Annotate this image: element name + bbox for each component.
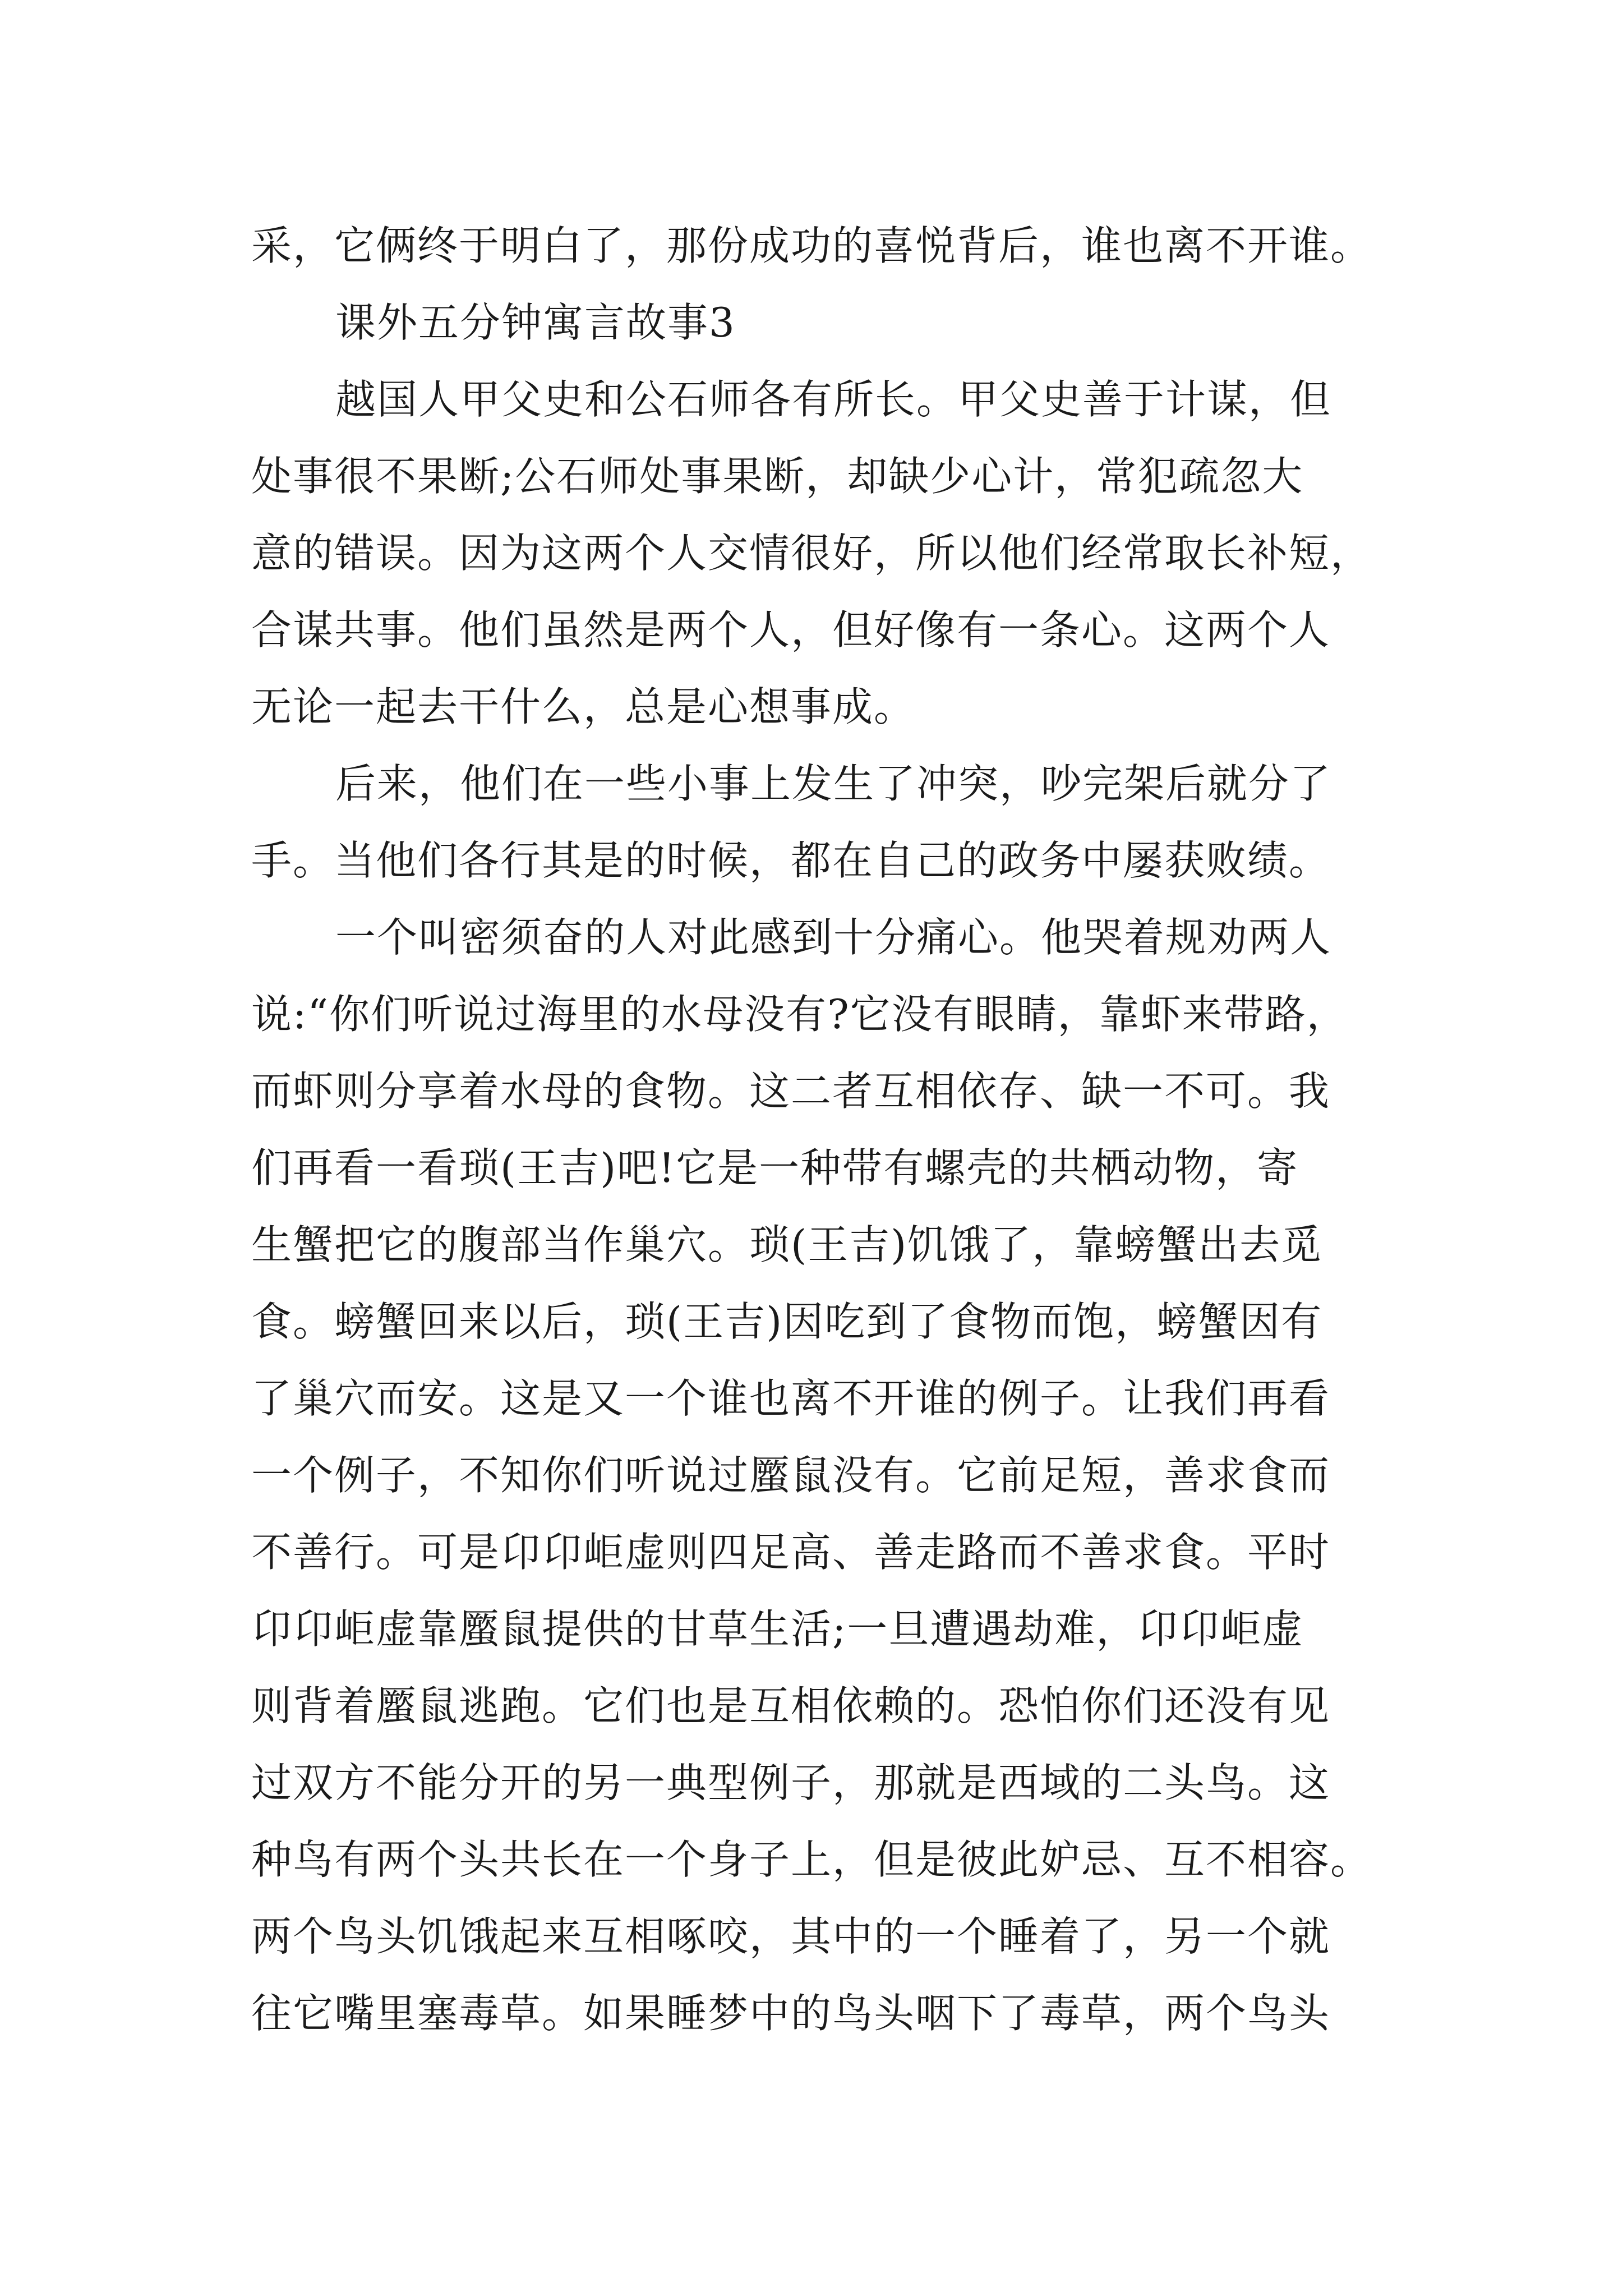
text-line: 采，它俩终于明白了，那份成功的喜悦背后，谁也离不开谁。 <box>251 222 1372 269</box>
text-line: 合谋共事。他们虽然是两个人，但好像有一条心。这两个人 <box>251 606 1331 654</box>
text-line: 而虾则分享着水母的食物。这二者互相依存、缺一不可。我 <box>251 1068 1331 1115</box>
document-body <box>251 208 1395 2052</box>
text-line: 种鸟有两个头共长在一个身子上，但是彼此妒忌、互不相容。 <box>251 1836 1372 1883</box>
text-line: 食。螃蟹回来以后，琐(王吉)因吃到了食物而饱，螃蟹因有 <box>251 1298 1323 1345</box>
text-line: 往它嘴里塞毒草。如果睡梦中的鸟头咽下了毒草，两个鸟头 <box>251 1990 1331 2037</box>
text-line: 卬卬岠虚靠蟨鼠提供的甘草生活;一旦遭遇劫难，卬卬岠虚 <box>251 1605 1304 1653</box>
paragraph-first-line: 后来，他们在一些小事上发生了冲突，吵完架后就分了 <box>335 760 1332 807</box>
text-line: 生蟹把它的腹部当作巢穴。琐(王吉)饥饿了，靠螃蟹出去觅 <box>251 1221 1323 1268</box>
text-line: 说:“你们听说过海里的水母没有?它没有眼睛，靠虾来带路， <box>251 991 1348 1038</box>
text-line: 过双方不能分开的另一典型例子，那就是西域的二头鸟。这 <box>251 1759 1331 1806</box>
text-line: 了巢穴而安。这是又一个谁也离不开谁的例子。让我们再看 <box>251 1375 1331 1422</box>
text-line: 两个鸟头饥饿起来互相啄咬，其中的一个睡着了，另一个就 <box>251 1913 1331 1960</box>
text-line: 不善行。可是卬卬岠虚则四足高、善走路而不善求食。平时 <box>251 1529 1331 1576</box>
paragraph-first-line: 越国人甲父史和公石师各有所长。甲父史善于计谋，但 <box>335 376 1332 423</box>
text-line: 则背着蟨鼠逃跑。它们也是互相依赖的。恐怕你们还没有见 <box>251 1682 1331 1729</box>
text-line: 处事很不果断;公石师处事果断，却缺少心计，常犯疏忽大 <box>251 453 1304 500</box>
section-heading: 课外五分钟寓言故事3 <box>335 299 736 346</box>
text-line: 们再看一看琐(王吉)吧!它是一种带有螺壳的共栖动物，寄 <box>251 1144 1299 1191</box>
text-line: 手。当他们各行其是的时候，都在自己的政务中屡获败绩。 <box>251 837 1331 884</box>
text-line: 意的错误。因为这两个人交情很好，所以他们经常取长补短， <box>251 530 1372 577</box>
text-line: 一个例子，不知你们听说过蟨鼠没有。它前足短，善求食而 <box>251 1452 1331 1499</box>
text-line: 无论一起去干什么，总是心想事成。 <box>251 683 916 730</box>
paragraph-first-line: 一个叫密须奋的人对此感到十分痛心。他哭着规劝两人 <box>335 914 1332 961</box>
